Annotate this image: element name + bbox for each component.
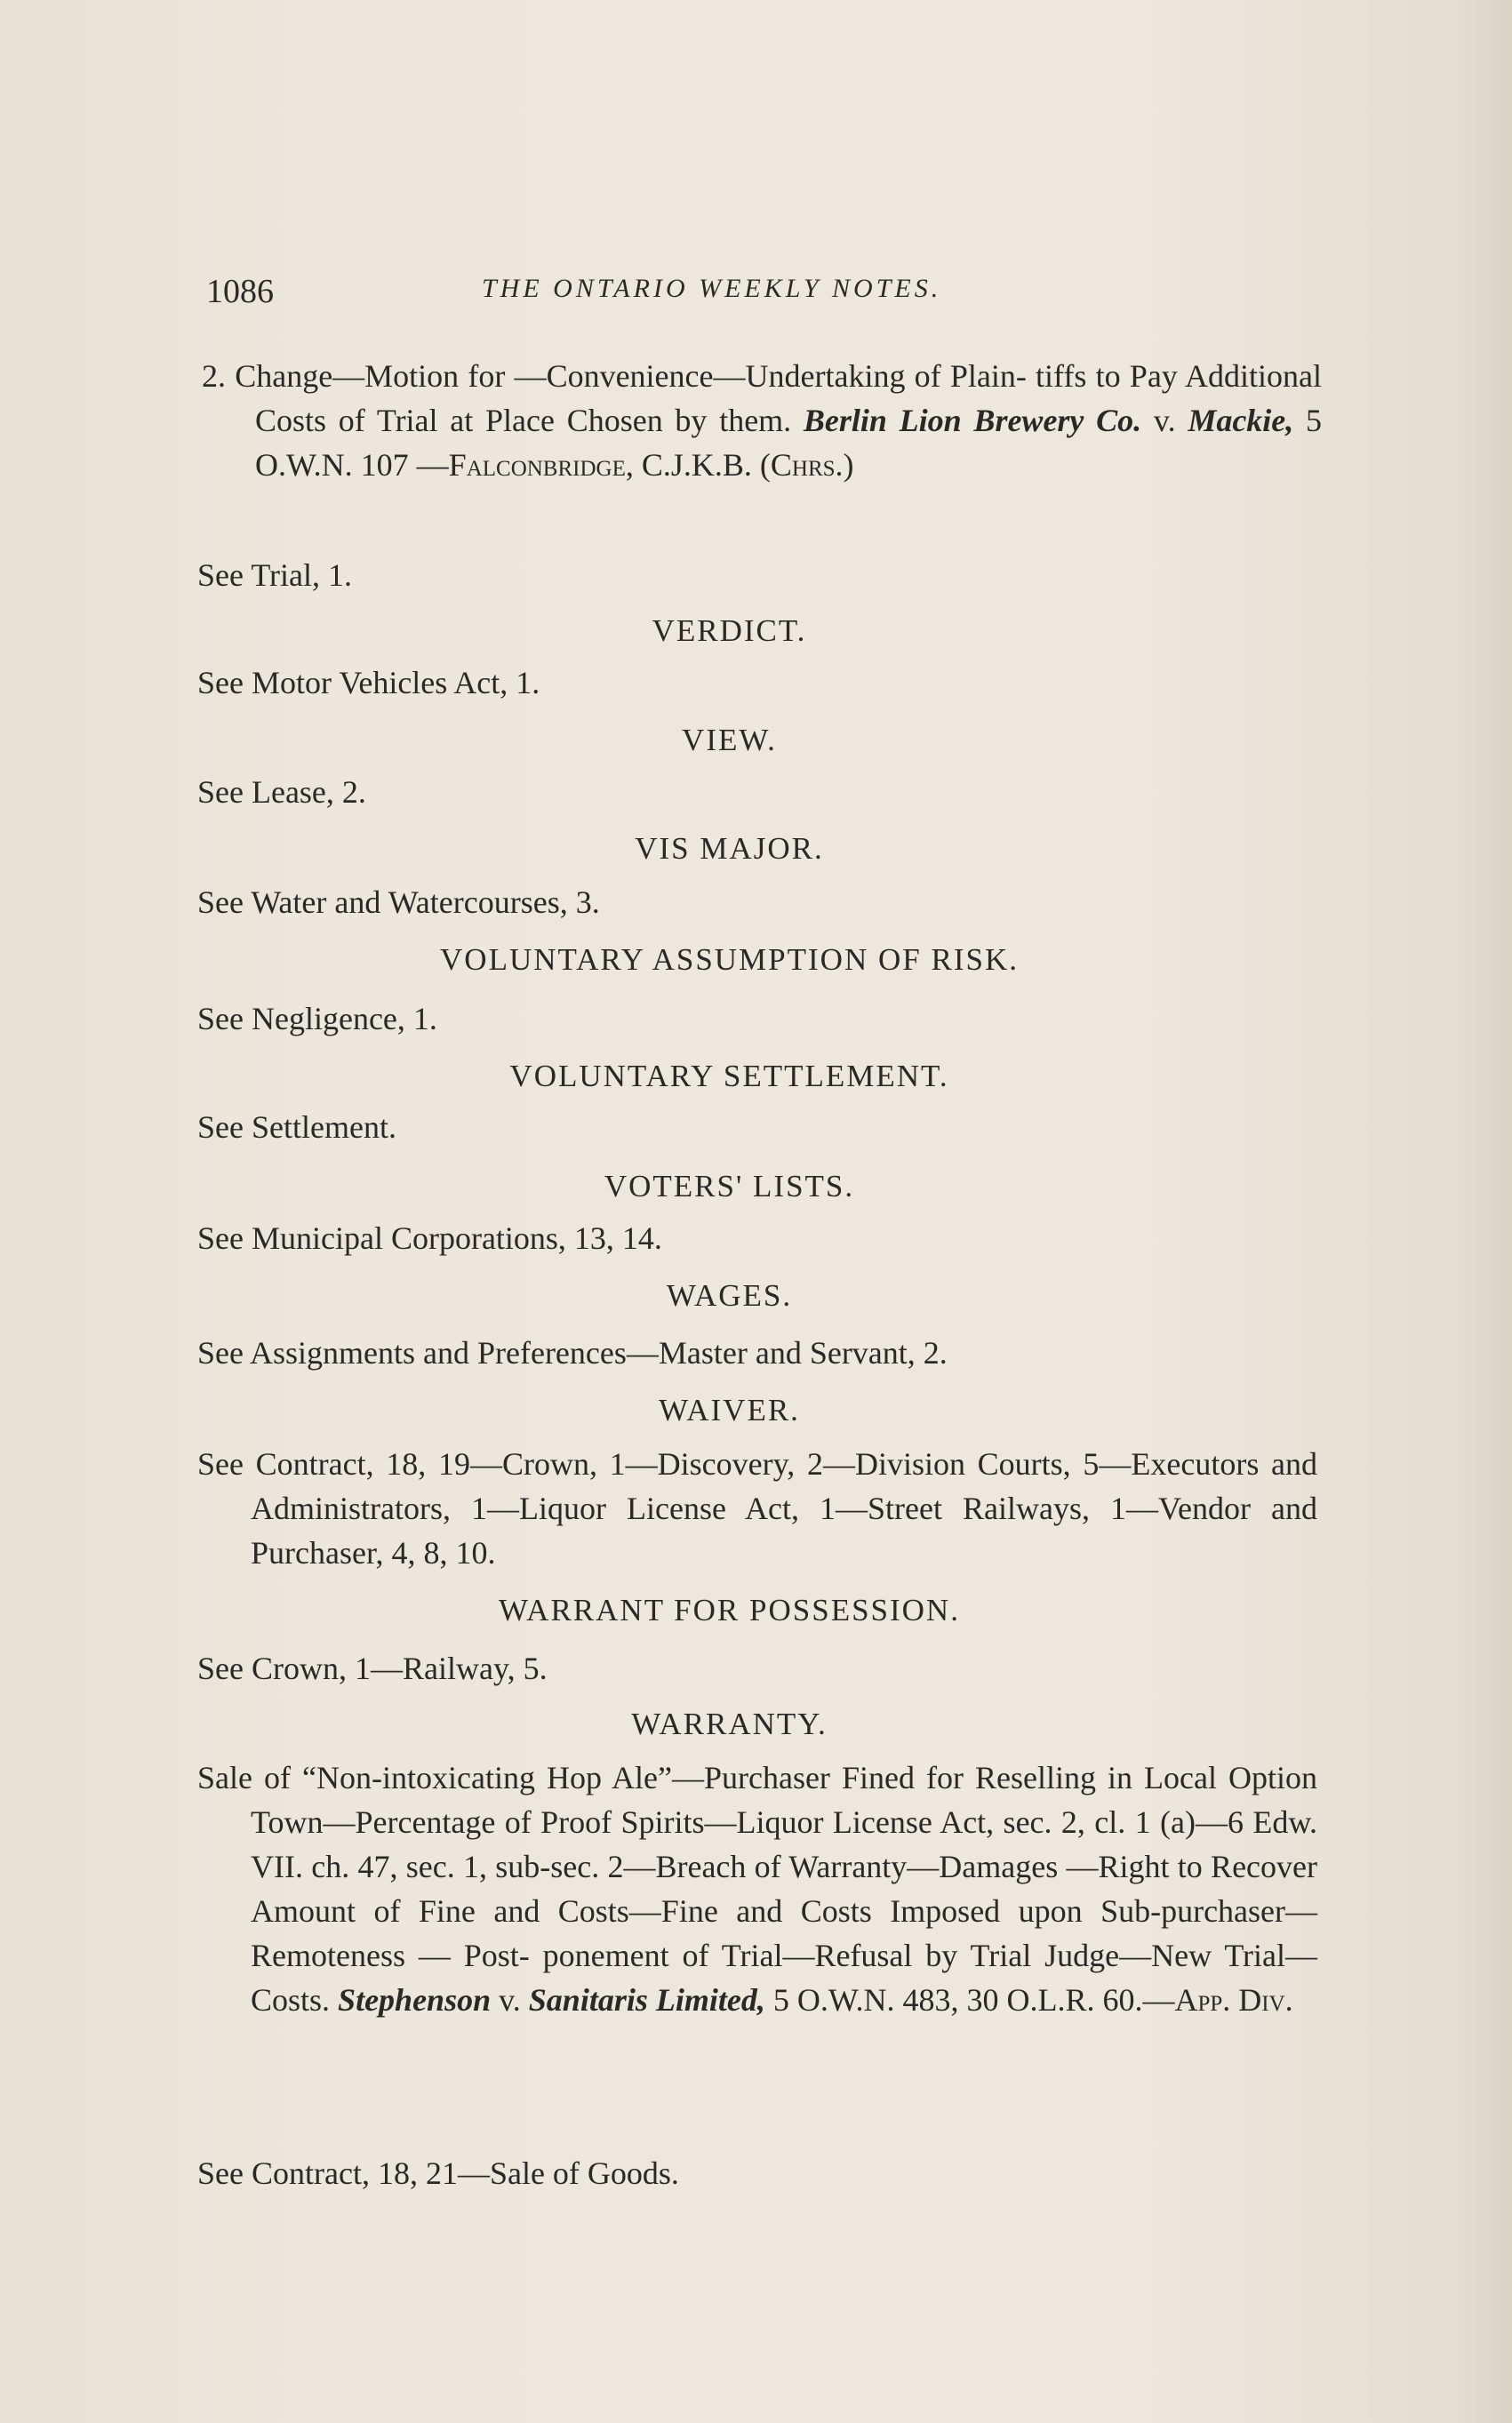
entry-line: 1—Street Railways, 1—Vendor and Purchaser, 4, 8, 10. xyxy=(251,1491,1318,1571)
see-reference: See Municipal Corporations, 13, 14. xyxy=(197,1220,662,1256)
case-name: Sanitaris Limited, xyxy=(528,1982,765,2018)
see-reference: See Negligence, 1. xyxy=(197,1001,437,1036)
section-heading: VOLUNTARY SETTLEMENT. xyxy=(509,1059,949,1093)
see-reference: See Water and Watercourses, 3. xyxy=(197,884,600,920)
section-heading: VOLUNTARY ASSUMPTION OF RISK. xyxy=(440,942,1019,977)
section-heading: WAGES. xyxy=(666,1278,793,1313)
citation: 5 O.W.N. 107 xyxy=(255,403,1323,483)
see-reference: See Lease, 2. xyxy=(197,774,366,810)
judge-line: —Falconbridge, C.J.K.B. (Chrs.) xyxy=(416,447,854,483)
entry-line: See Contract, 18, 19—Crown, 1—Discovery, 2—Division Courts, xyxy=(197,1446,1071,1482)
section-heading: VERDICT. xyxy=(652,613,807,648)
entry-line: ponement of Trial—Refusal by Trial Judge—New Trial— xyxy=(542,1938,1318,1973)
see-reference: See Trial, 1. xyxy=(197,557,353,593)
court-line: O.L.R. 60.—App. Div. xyxy=(1006,1982,1293,2018)
entry-line: Spirits—Liquor License Act, sec. 2, cl. 1 (a)—6 Edw. VII. xyxy=(251,1804,1317,1884)
page-header xyxy=(206,272,1264,316)
section-heading: WAIVER. xyxy=(659,1393,800,1427)
entry-line: Reselling in Local Option Town—Percentage of Proof xyxy=(251,1760,1318,1840)
case-name: Mackie, xyxy=(1188,403,1294,438)
entry-line: Costs Imposed upon Sub-purchaser—Remoteness — Post- xyxy=(251,1893,1318,1973)
index-entry-change xyxy=(202,354,1322,487)
case-name: Berlin Lion Brewery Co. xyxy=(803,403,1142,438)
citation: 5 O.W.N. 483, 30 xyxy=(764,1982,999,2018)
entry-line: Sale of “Non-intoxicating Hop Ale”—Purchaser Fined for xyxy=(197,1760,964,1795)
case-name: Stephenson xyxy=(338,1982,492,2018)
page-number: 1086 xyxy=(206,273,274,310)
see-reference: See Motor Vehicles Act, 1. xyxy=(197,665,540,700)
case-versus: v. xyxy=(491,1982,529,2018)
entry-line: them. xyxy=(719,403,792,438)
running-title: THE ONTARIO WEEKLY NOTES. xyxy=(482,274,942,303)
section-heading: VIS MAJOR. xyxy=(635,831,824,866)
section-heading: WARRANTY. xyxy=(631,1707,828,1741)
section-heading: VIEW. xyxy=(682,723,777,757)
entry-line: —Right to Recover Amount of Fine and Costs—Fine and xyxy=(251,1849,1317,1929)
index-entry-warranty xyxy=(197,1755,1317,2022)
entry-line: Costs. xyxy=(251,1982,339,2018)
waiver-references xyxy=(197,1442,1317,1575)
see-reference: See Settlement. xyxy=(197,1109,396,1145)
entry-line: ch. 47, sec. 1, sub-sec. 2—Breach of Warranty—Damages xyxy=(311,1849,1059,1884)
entry-line: 2. Change—Motion for —Convenience—Undertaking of Plain- xyxy=(202,358,1027,394)
see-reference: See Crown, 1—Railway, 5. xyxy=(197,1651,548,1686)
case-versus: v. xyxy=(1141,403,1188,438)
entry-line: 5—Executors and Administrators, 1—Liquor License Act, xyxy=(251,1446,1317,1526)
section-heading: VOTERS' LISTS. xyxy=(604,1169,855,1204)
see-reference: See Contract, 18, 21—Sale of Goods. xyxy=(197,2155,679,2191)
entry-line: tiffs to Pay Additional Costs of Trial at Place Chosen by xyxy=(255,358,1322,438)
section-heading: WARRANT FOR POSSESSION. xyxy=(499,1593,960,1627)
see-reference: See Assignments and Preferences—Master and Servant, 2. xyxy=(197,1335,948,1371)
